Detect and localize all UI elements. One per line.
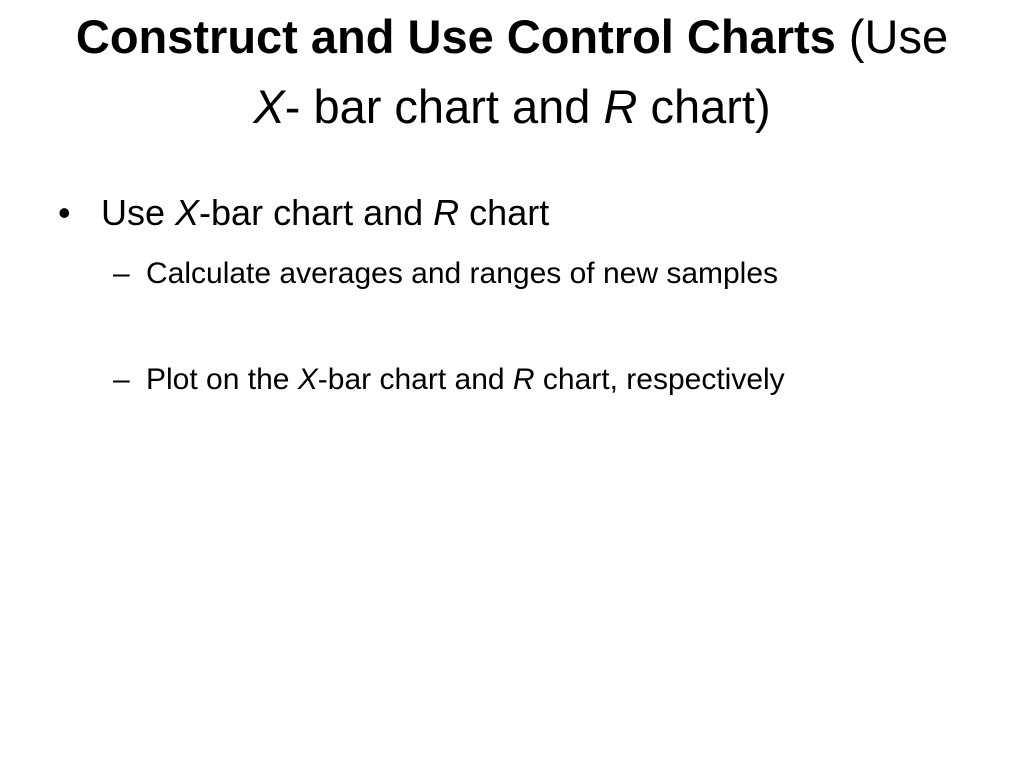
title-x-symbol: X xyxy=(253,80,285,133)
bullet-prefix: Use xyxy=(101,192,176,233)
subbullet-marker: – xyxy=(113,363,130,396)
bullet-middle: -bar chart and xyxy=(199,192,434,233)
subbullet-middle: -bar chart and xyxy=(317,363,513,396)
subbullet-suffix: chart, respectively xyxy=(534,363,785,396)
title-paren-open: (Use xyxy=(835,10,949,63)
title-end-text: chart) xyxy=(637,80,771,133)
subbullet-x-symbol: X xyxy=(297,363,318,396)
title-r-symbol: R xyxy=(603,80,638,133)
bullet-suffix: chart xyxy=(459,192,550,233)
slide-title xyxy=(70,2,954,142)
title-bold-text: Construct and Use Control Charts xyxy=(75,10,836,63)
subbullet-marker: – xyxy=(113,257,130,290)
subbullet-prefix: Plot on the xyxy=(146,363,298,396)
bullet-item xyxy=(58,188,958,238)
subbullet-text: Calculate averages and ranges of new samples xyxy=(146,257,779,290)
bullet-r-symbol: R xyxy=(433,192,460,233)
bullet-marker: • xyxy=(58,192,71,233)
title-mid-text: - bar chart and xyxy=(284,80,604,133)
subbullet-item-plot xyxy=(113,360,906,400)
bullet-x-symbol: X xyxy=(175,192,200,233)
subbullet-r-symbol: R xyxy=(512,363,535,396)
subbullet-item-calculate xyxy=(113,254,906,294)
